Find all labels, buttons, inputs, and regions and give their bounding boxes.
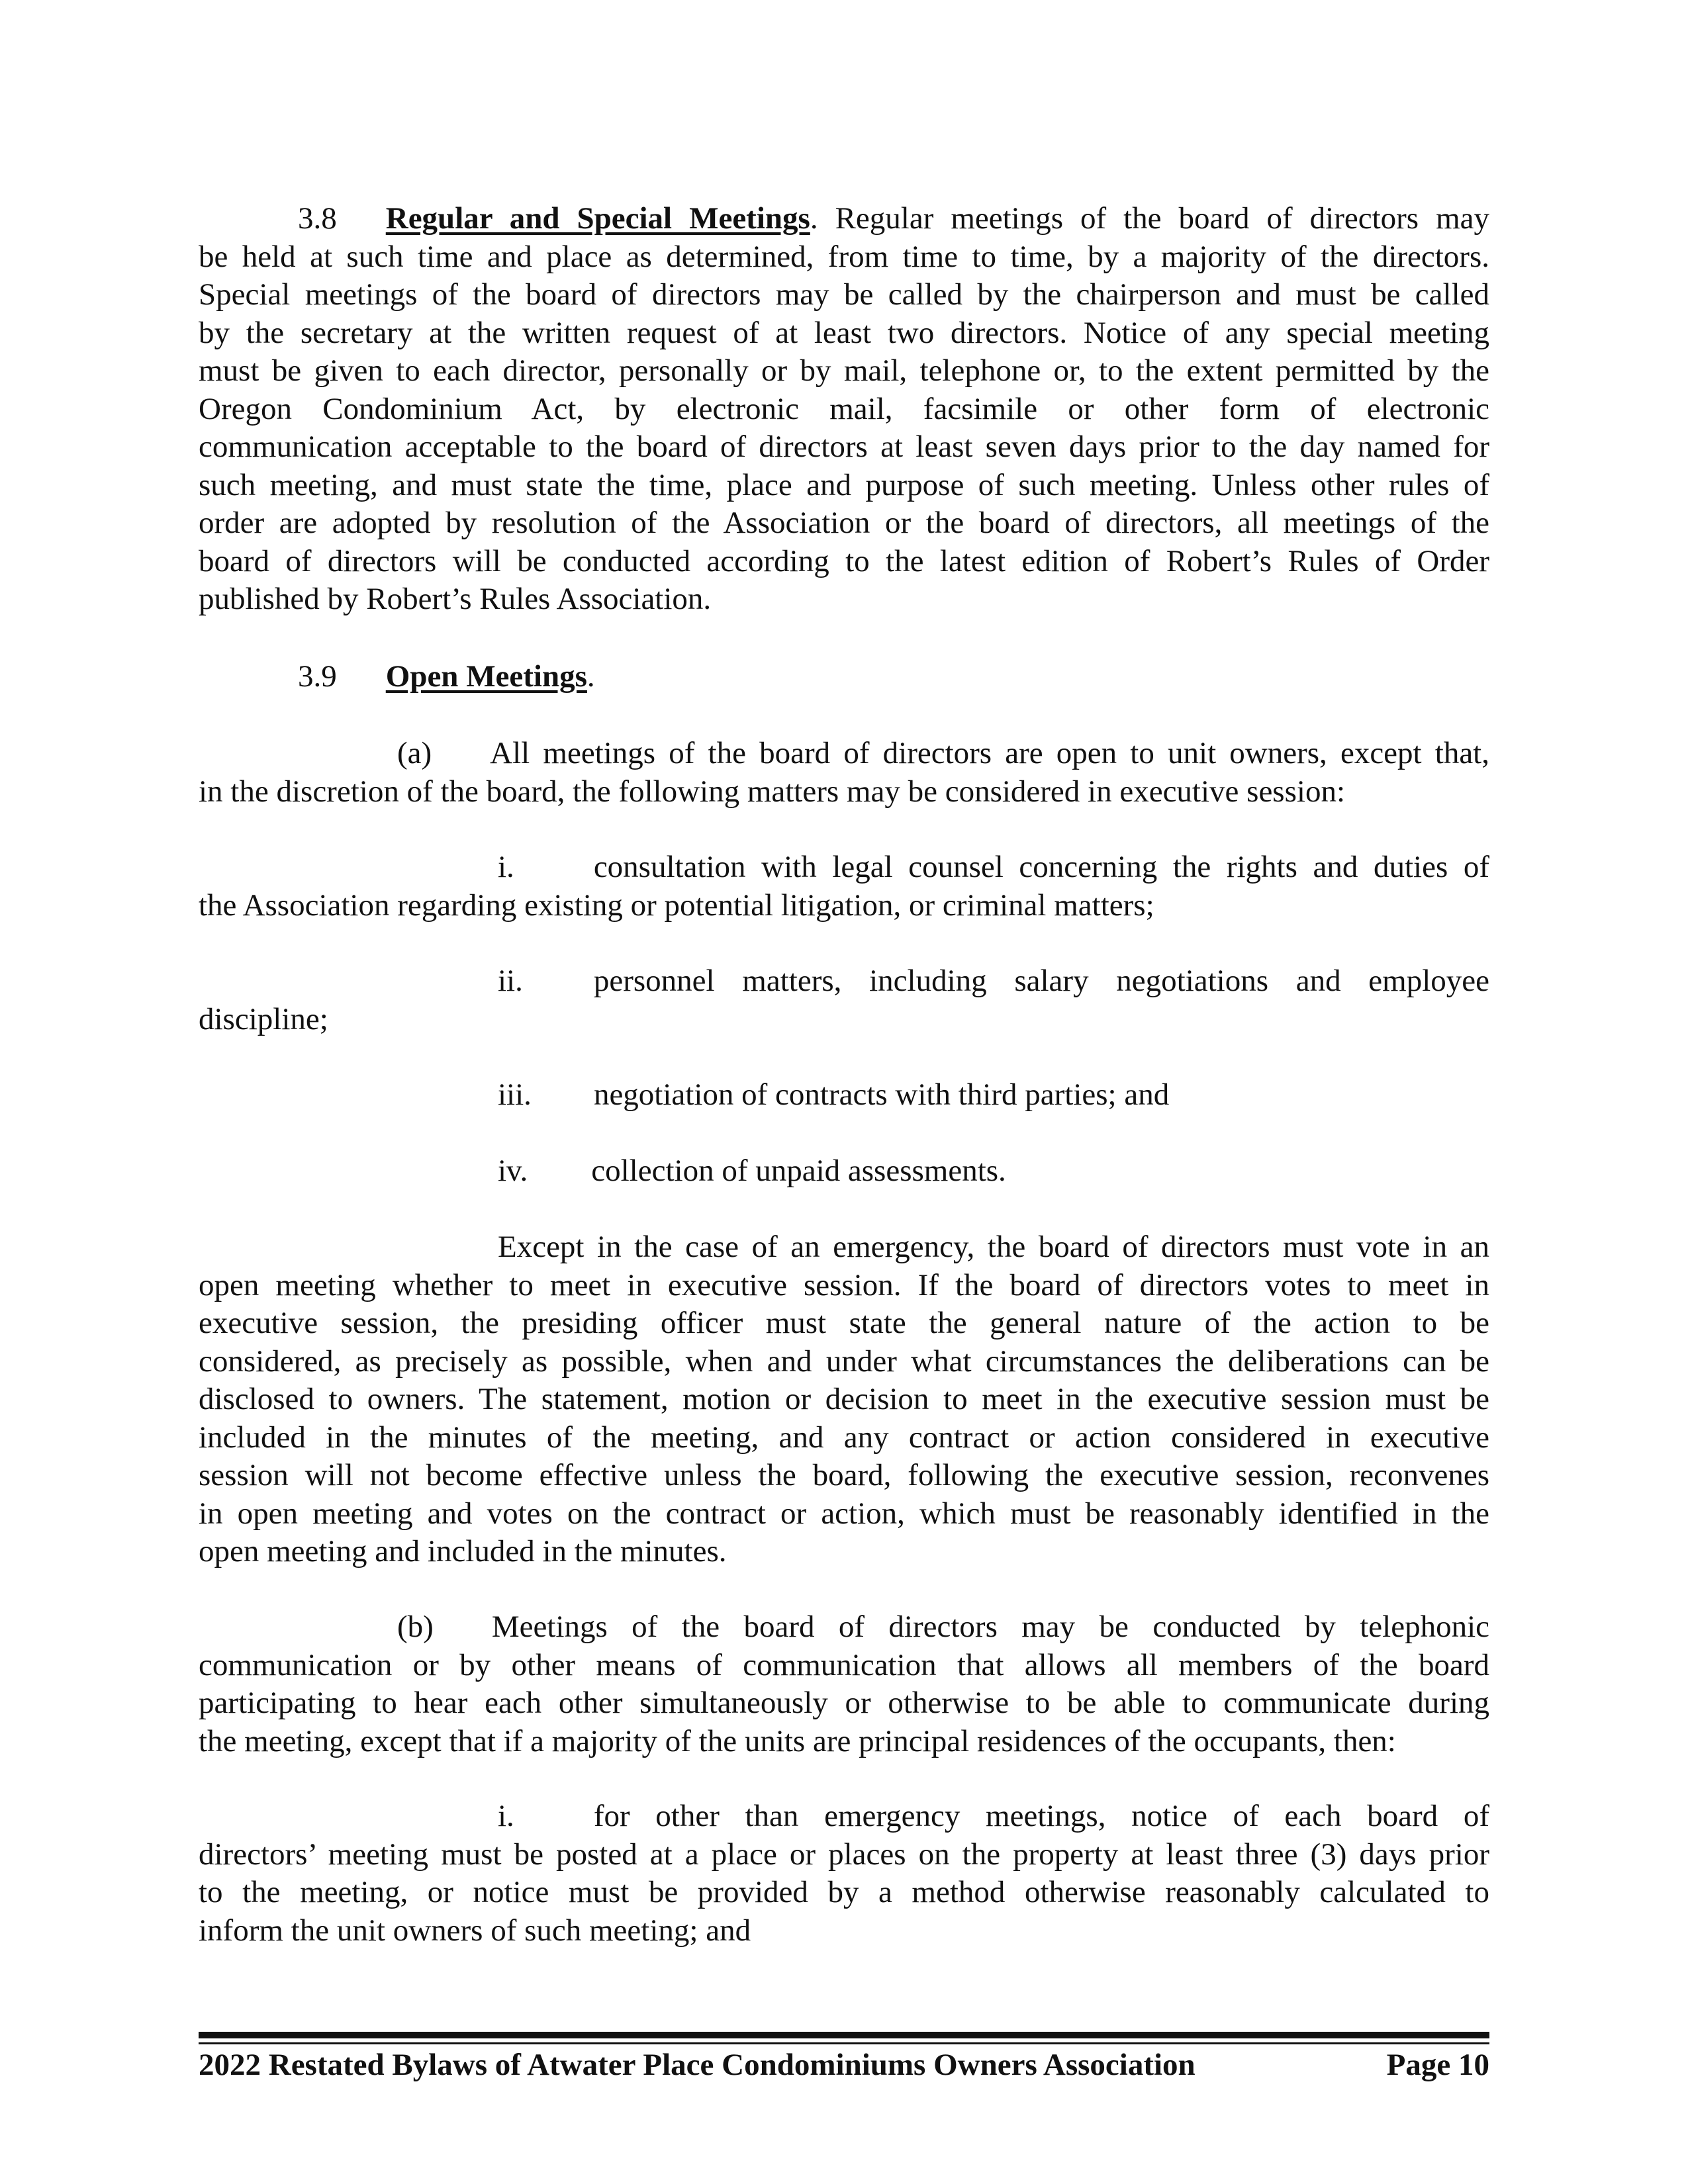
item-a-iii	[199, 1076, 1489, 1115]
text-line: Oregon Condominium Act, by electronic mail, facsimile or other form of electronic	[199, 391, 1489, 426]
section-heading: Open Meetings	[385, 659, 587, 694]
text-line: by the secretary at the written request of at least two directors. Notice of any special meeting	[199, 315, 1489, 350]
section-3-8	[199, 200, 1489, 619]
item-label: iv.	[498, 1154, 528, 1188]
subsection-label: (b)	[397, 1610, 434, 1644]
text-line: disclosed to owners. The statement, motion or decision to meet in the executive session must be	[199, 1382, 1489, 1416]
text-fragment: consultation with legal counsel concerning the rights and duties of	[593, 850, 1489, 884]
section-3-9	[199, 658, 1489, 696]
text-fragment: Meetings of the board of directors may be conducted by telephonic	[491, 1610, 1489, 1644]
text-line	[199, 962, 1489, 1001]
text-fragment: All meetings of the board of directors are open to unit owners, except that,	[490, 736, 1489, 770]
text-line: participating to hear each other simultaneously or otherwise to be able to communicate during	[199, 1686, 1489, 1720]
text-line: be held at such time and place as determined, from time to time, by a majority of the directors.	[199, 239, 1489, 274]
text-fragment: Regular meetings of the board of directors may	[835, 201, 1489, 236]
text-line: order are adopted by resolution of the Association or the board of directors, all meetings of the	[199, 506, 1489, 540]
text-line: such meeting, and must state the time, place and purpose of such meeting. Unless other rules of	[199, 467, 1489, 502]
text-line	[199, 1797, 1489, 1836]
text-line	[199, 1076, 1489, 1115]
text-line	[199, 735, 1489, 773]
text-line: included in the minutes of the meeting, and any contract or action considered in executive	[199, 1420, 1489, 1455]
section-number: 3.8	[298, 201, 337, 236]
footer-rule-thick	[199, 2032, 1489, 2038]
text-line	[199, 1152, 1489, 1191]
text-line	[199, 848, 1489, 887]
text-line: the meeting, except that if a majority of the units are principal residences of the occupants, then:	[199, 1723, 1396, 1758]
item-label: i.	[498, 1799, 514, 1833]
text-line: in open meeting and votes on the contract or action, which must be reasonably identified in the	[199, 1496, 1489, 1531]
text-line: communication acceptable to the board of directors at least seven days prior to the day named for	[199, 430, 1489, 464]
text-line: published by Robert’s Rules Association.	[199, 582, 712, 616]
text-line: open meeting and included in the minutes.	[199, 1534, 727, 1569]
text-line: Special meetings of the board of directors may be called by the chairperson and must be called	[199, 277, 1489, 312]
subsection-a	[199, 735, 1489, 811]
text-line: inform the unit owners of such meeting; and	[199, 1913, 751, 1948]
text-line: to the meeting, or notice must be provided by a method otherwise reasonably calculated to	[199, 1875, 1489, 1909]
subsection-b	[199, 1608, 1489, 1760]
text-line: directors’ meeting must be posted at a place or places on the property at least three (3) days prior	[199, 1837, 1489, 1872]
text-line: open meeting whether to meet in executive session. If the board of directors votes to meet in	[199, 1267, 1489, 1302]
text-line	[199, 1608, 1489, 1647]
text-line: in the discretion of the board, the following matters may be considered in executive session:	[199, 774, 1346, 809]
text-fragment: Except in the case of an emergency, the board of directors must vote in an	[498, 1230, 1489, 1264]
text-line: the Association regarding existing or potential litigation, or criminal matters;	[199, 887, 1154, 923]
item-label: i.	[498, 850, 514, 884]
text-line: 3.9 Open Meetings.	[199, 658, 1489, 696]
text-fragment: for other than emergency meetings, notice of each board of	[593, 1799, 1489, 1833]
section-heading: Regular and Special Meetings	[385, 201, 810, 236]
text-fragment: negotiation of contracts with third parties; and	[593, 1077, 1170, 1112]
text-line	[199, 1228, 1489, 1267]
text-fragment: personnel matters, including salary negotiations and employee	[593, 964, 1489, 998]
item-label: iii.	[498, 1077, 532, 1112]
text-line: considered, as precisely as possible, when and under what circumstances the deliberations can be	[199, 1343, 1489, 1379]
footer-rule-thin	[199, 2042, 1489, 2044]
text-line: executive session, the presiding officer must state the general nature of the action to be	[199, 1306, 1489, 1340]
item-b-i	[199, 1797, 1489, 1950]
text-line: discipline;	[199, 1001, 328, 1036]
text-line: session will not become effective unless the board, following the executive session, reconvenes	[199, 1458, 1489, 1492]
text-fragment: collection of unpaid assessments.	[591, 1154, 1006, 1188]
item-label: ii.	[498, 964, 523, 998]
subsection-label: (a)	[397, 736, 432, 770]
text-line: communication or by other means of communication that allows all members of the board	[199, 1647, 1489, 1682]
document-page	[199, 0, 1489, 2184]
text-line: must be given to each director, personally or by mail, telephone or, to the extent permitted by the	[199, 353, 1489, 388]
item-a-i	[199, 848, 1489, 925]
paragraph-executive-session	[199, 1228, 1489, 1571]
text-line: board of directors will be conducted according to the latest edition of Robert’s Rules of Order	[199, 543, 1489, 578]
page-number: Page 10	[1386, 2048, 1489, 2082]
item-a-ii	[199, 962, 1489, 1038]
section-number: 3.9	[298, 659, 337, 694]
footer-title: 2022 Restated Bylaws of Atwater Place Condominiums Owners Association	[199, 2048, 1196, 2082]
text-line: 3.8 Regular and Special Meetings. Regular meetings of the board of directors may	[199, 200, 1489, 238]
item-a-iv	[199, 1152, 1489, 1191]
